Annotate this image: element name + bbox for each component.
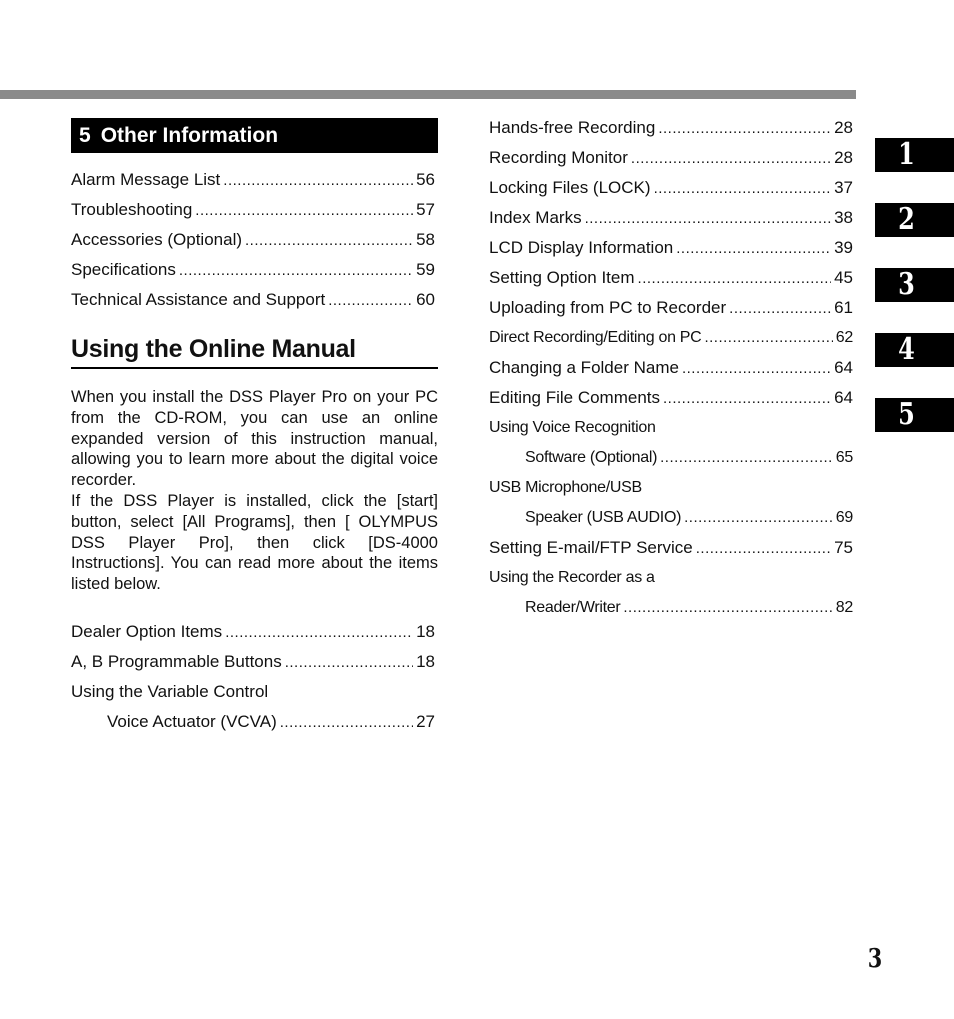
chapter-tab-1[interactable]: 1 [875,138,954,172]
toc-entry-heading: Using the Variable Control [71,682,269,701]
chapter-tab-5[interactable]: 5 [875,398,954,432]
toc-entry[interactable]: Changing a Folder Name ..... 64 [489,353,853,383]
toc-entry[interactable]: Index Marks ..... 38 [489,203,853,233]
chapter-tab-4[interactable]: 4 [875,333,954,367]
toc-entry[interactable]: Recording Monitor ..... 28 [489,143,853,173]
toc-entry[interactable]: Software (Optional) ..... 65 [489,443,853,473]
toc-entry[interactable]: Locking Files (LOCK) ..... 37 [489,173,853,203]
toc-other-information [71,165,435,315]
toc-entry[interactable]: Setting Option Item ..... 45 [489,263,853,293]
header-rule [0,90,856,99]
chapter-tab-2[interactable]: 2 [875,203,954,237]
toc-entry[interactable]: Voice Actuator (VCVA) ..... 27 [71,707,435,737]
section-title: Other Information [100,124,279,147]
toc-online-left [71,617,435,737]
toc-entry[interactable]: Setting E-mail/FTP Service ..... 75 [489,533,853,563]
online-manual-body [71,387,438,595]
toc-entry[interactable]: Editing File Comments ..... 64 [489,383,853,413]
section-number: 5 [79,124,91,147]
section-heading [71,118,438,153]
page-number: 3 [867,944,883,974]
toc-entry-heading: USB Microphone/USB [489,479,642,496]
toc-entry-heading: Using the Recorder as a [489,569,655,586]
toc-entry[interactable]: Hands-free Recording ..... 28 [489,113,853,143]
toc-entry[interactable]: Speaker (USB AUDIO) ..... 69 [489,503,853,533]
toc-entry[interactable]: Technical Assistance and Support ..... 60 [71,285,435,315]
toc-entry[interactable]: Alarm Message List ..... 56 [71,165,435,195]
toc-entry[interactable]: A, B Programmable Buttons ..... 18 [71,647,435,677]
toc-entry[interactable]: Dealer Option Items ..... 18 [71,617,435,647]
chapter-tab-3[interactable]: 3 [875,268,954,302]
toc-entry[interactable]: Uploading from PC to Recorder ..... 61 [489,293,853,323]
toc-entry[interactable]: LCD Display Information ..... 39 [489,233,853,263]
online-manual-heading: Using the Online Manual [71,332,438,369]
paragraph: If the DSS Player is installed, click the [start] button, select [All Programs], then [ OLYMPUS DSS Player Pro], then click [DS-4000 Instructions]. You can read more about the items listed below. [71,491,438,594]
toc-entry[interactable]: Reader/Writer ..... 82 [489,593,853,623]
toc-entry[interactable]: Direct Recording/Editing on PC ..... 62 [489,323,853,353]
paragraph: When you install the DSS Player Pro on your PC from the CD-ROM, you can use an online expanded version of this instruction manual, allowing you to learn more about the digital voice recorder. [71,388,438,490]
toc-entry-heading: Using Voice Recognition [489,419,656,436]
toc-entry[interactable]: Specifications ..... 59 [71,255,435,285]
toc-entry[interactable]: Troubleshooting ..... 57 [71,195,435,225]
toc-online-right [489,113,853,623]
toc-entry[interactable]: Accessories (Optional) ..... 58 [71,225,435,255]
